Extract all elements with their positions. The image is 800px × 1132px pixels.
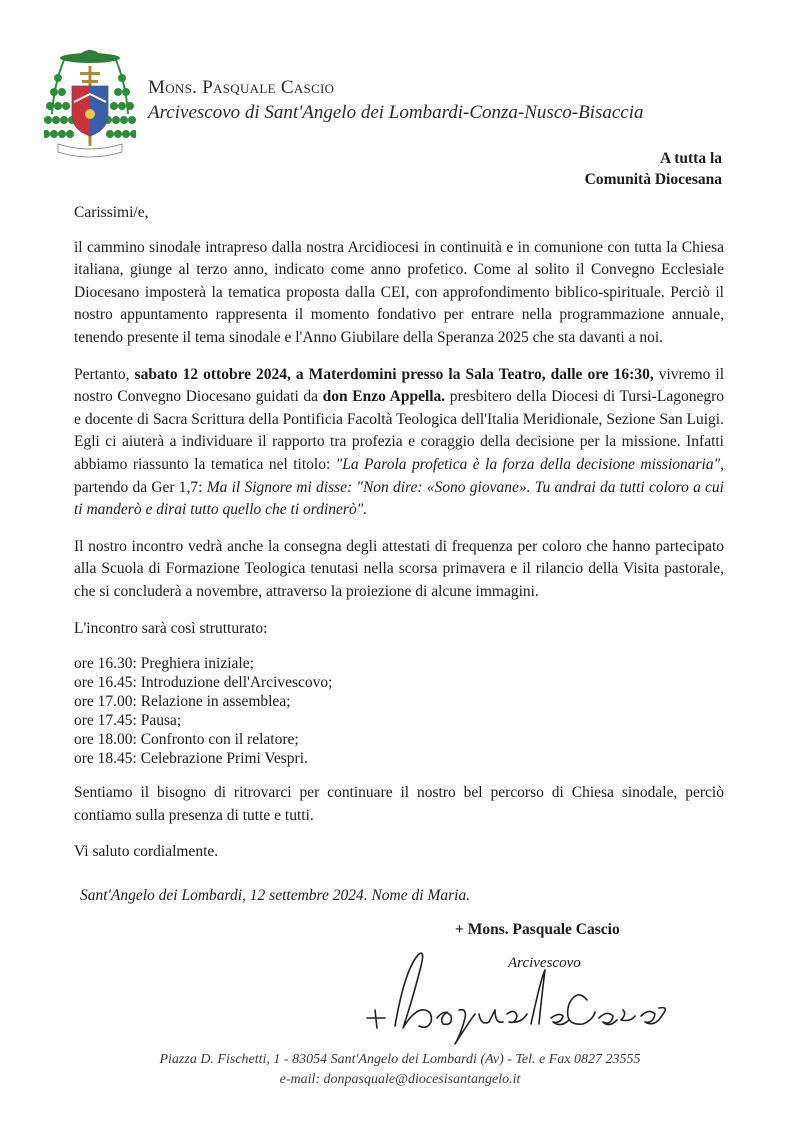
letterhead: [148, 76, 644, 126]
schedule-item: ore 17.00: Relazione in assemblea;: [74, 693, 291, 711]
schedule-item: ore 18.45: Celebrazione Primi Vespri.: [74, 750, 308, 768]
schedule-item: ore 16.45: Introduzione dell'Arcivescovo;: [74, 674, 333, 692]
p2-text-4: , partendo da Ger 1,7:: [74, 455, 724, 496]
p2-text-3: presbitero della Diocesi di Tursi-Lagonegro e docente di Sacra Scrittura della Pontificia Facoltà Teologica dell'Italia Meridionale, Sezione San Luigi. Egli ci aiuterà a individuare il rapporto tra profezia e coraggio della decisione per la missione. Infatti abbiamo riassunto la tematica nel titolo:: [74, 388, 724, 473]
paragraph-2: [74, 364, 724, 522]
schedule-intro: L'incontro sarà così strutturato:: [74, 619, 268, 637]
p2-text-1: Pertanto,: [74, 365, 135, 383]
scripture-quote: Ma il Signore mi disse: "Non dire: «Sono giovane». Tu andrai da tutti coloro a cui ti manderò e dirai tutto quello che ti ordinerò".: [74, 478, 724, 519]
schedule-item: ore 18.00: Confronto con il relatore;: [74, 731, 299, 749]
addressee: [585, 148, 722, 190]
theme-title: "La Parola profetica è la forza della decisione missionaria": [335, 455, 721, 473]
sender-title: Arcivescovo di Sant'Angelo dei Lombardi-Conza-Nusco-Bisaccia: [148, 102, 644, 123]
signer-name: + Mons. Pasquale Cascio: [455, 921, 620, 938]
paragraph-4: Sentiamo il bisogno di ritrovarci per continuare il nostro bel percorso di Chiesa sinodale, perciò contiamo sulla presenza di tutte e tutti.: [74, 784, 724, 824]
schedule-list: [74, 654, 724, 768]
addressee-line-2: Comunità Diocesana: [584, 171, 722, 188]
p2-text-2: vivremo il nostro Convegno Diocesano guidati da: [74, 365, 724, 406]
salutation: Carissimi/e,: [74, 204, 149, 221]
closing: Vi saluto cordialmente.: [74, 843, 219, 861]
handwritten-signature: [355, 948, 675, 1048]
place-date: Sant'Angelo dei Lombardi, 12 settembre 2024. Nome di Maria.: [80, 887, 471, 904]
addressee-line-1: A tutta la: [660, 150, 722, 167]
sender-name: Mons. Pasquale Cascio: [148, 77, 335, 98]
speaker-name: don Enzo Appella.: [322, 388, 446, 406]
signer-role: Arcivescovo: [508, 955, 581, 971]
footer-email: e-mail: donpasquale@diocesisantangelo.it: [279, 1072, 521, 1087]
paragraph-1: il cammino sinodale intrapreso dalla nostra Arcidiocesi in continuità e in comunione con tutta la Chiesa italiana, giunge al terzo anno, indicato come anno profetico. Come al solito il Convegno Ecclesiale Diocesano imposterà la tematica proposta dalla CEI, con approfondimento biblico-spirituale. Perciò il nostro appuntamento rappresenta il momento fondativo per entrare nella programmazione annuale, tenendo presente il tema sinodale e l'Anno Giubilare della Speranza 2025 che sta davanti a noi.: [74, 238, 724, 346]
footer-address: Piazza D. Fischetti, 1 - 83054 Sant'Angelo dei Lombardi (Av) - Tel. e Fax 0827 23555: [159, 1052, 641, 1067]
schedule-item: ore 17.45: Pausa;: [74, 712, 182, 730]
paragraph-3: Il nostro incontro vedrà anche la consegna degli attestati di frequenza per coloro che hanno partecipato alla Scuola di Formazione Teologica tenutasi nella scorsa primavera e il rilancio della Visita pastorale, che si concluderà a novembre, attraverso la proiezione di alcune immagini.: [74, 537, 724, 600]
footer: [0, 1050, 800, 1090]
coat-of-arms-icon: [44, 44, 136, 166]
event-date-location: sabato 12 ottobre 2024, a Materdomini presso la Sala Teatro, dalle ore 16:30,: [134, 365, 654, 383]
schedule-item: ore 16.30: Preghiera iniziale;: [74, 655, 254, 673]
letter-body: [74, 202, 724, 878]
